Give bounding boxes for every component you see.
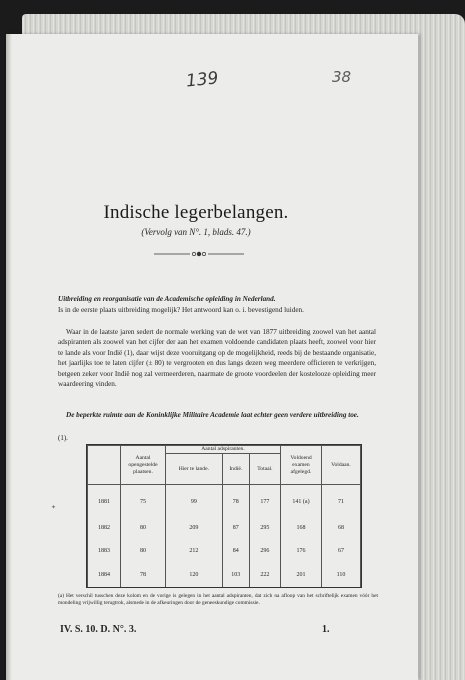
handwritten-folio-number: 38 [332,68,352,86]
table-cell: 80 [121,516,166,540]
paragraph-3: De beperkte ruimte aan de Koninklijke Militaire Academie laat echter geen verdere uitbreiding toe. [66,411,359,419]
header-totaal: Totaal. [249,454,280,485]
table-row [88,540,361,564]
table-cell: 78 [222,485,249,516]
table-cell: 87 [222,516,249,540]
table-cell: 84 [222,540,249,564]
table-body [88,485,361,588]
table-cell: 110 [322,563,361,587]
handwritten-page-number: 139 [185,68,220,92]
table-cell: 1882 [88,516,121,540]
header-year [88,446,121,485]
table-cell: 80 [121,540,166,564]
table-cell: 68 [322,516,361,540]
table-reference-label: (1). [58,434,68,442]
table-cell: 212 [166,540,223,564]
table-cell: 103 [222,563,249,587]
table-cell: 75 [121,485,166,516]
header-voldoend-examen: Voldoend examen afgelegd. [281,446,322,485]
table-cell: 222 [249,563,280,587]
header-opengestelde-plaatsen: Aantal opengestelde plaatsen. [121,446,166,485]
table-cell: 201 [281,563,322,587]
paragraph-1: Is in de eerste plaats uitbreiding mogelijk? Het antwoord kan o. i. bevestigend luiden. [58,306,304,314]
table-cell: 168 [281,516,322,540]
table-cell: 71 [322,485,361,516]
table-row [88,563,361,587]
table-cell: 78 [121,563,166,587]
table-cell: 67 [322,540,361,564]
table-cell: 120 [166,563,223,587]
table-cell: 176 [281,540,322,564]
table-cell: 177 [249,485,280,516]
table-cell: 1881 [88,485,121,516]
table-cell: 209 [166,516,223,540]
margin-mark: ✦ [51,505,57,511]
article-subtitle: (Vervolg van N°. 1, blads. 47.) [141,227,251,237]
header-indie: Indië. [222,454,249,485]
table-cell: 1884 [88,563,121,587]
table-row [88,516,361,540]
sheet-number: 1. [322,624,330,635]
document-page [6,34,418,680]
table-row [88,485,361,516]
table-cell: 296 [249,540,280,564]
table-cell: 295 [249,516,280,540]
table-cell: 1883 [88,540,121,564]
table-footnote: (a) Het verschil tusschen deze kolom en de vorige is gelegen in het aantal adspiranten, dat zich na afloop van het schriftelijk examen vóór het mondeling vrijwillig terugtrok, alsmede in de afkeuringen door de geneeskundige commissie. [58,593,378,606]
article-title: Indische legerbelangen. [103,202,289,223]
header-aantal-adspiranten: Aantal adspiranten. [166,446,281,454]
paragraph-2: Waar in de laatste jaren sedert de normale werking van de wet van 1877 uitbreiding zoowel van het aantal adspiranten als zoowel van het cijfer der aan het examen voldoende candidaten plaats heeft, zoowel voor hier te lande als voor Indië (1), daar wijst deze vooruitgang op de mogelijkheid, reeds bij de bestaande organisatie, het jaarlijks toe te laten cijfer (± 80) te vergrooten en dus langs dezen weg meerdere officieren te verkrijgen, betgeen zeker voor Indië nog zal vermeerderen, naarmate de groote voordeelen der kostelooze opleiding meer waardeering vinden. [58,328,376,389]
section-heading: Uitbreiding en reorganisatie van de Academische opleiding in Nederland. [58,295,276,303]
statistics-table [86,444,362,588]
table-cell: 141 (a) [281,485,322,516]
ornament-divider [154,251,244,257]
table-cell: 99 [166,485,223,516]
page-gutter-shadow [6,34,12,680]
header-hier-te-lande: Hier te lande. [166,454,223,485]
signature-mark: IV. S. 10. D. N°. 3. [60,624,137,635]
header-voldaan: Voldaan. [322,446,361,485]
